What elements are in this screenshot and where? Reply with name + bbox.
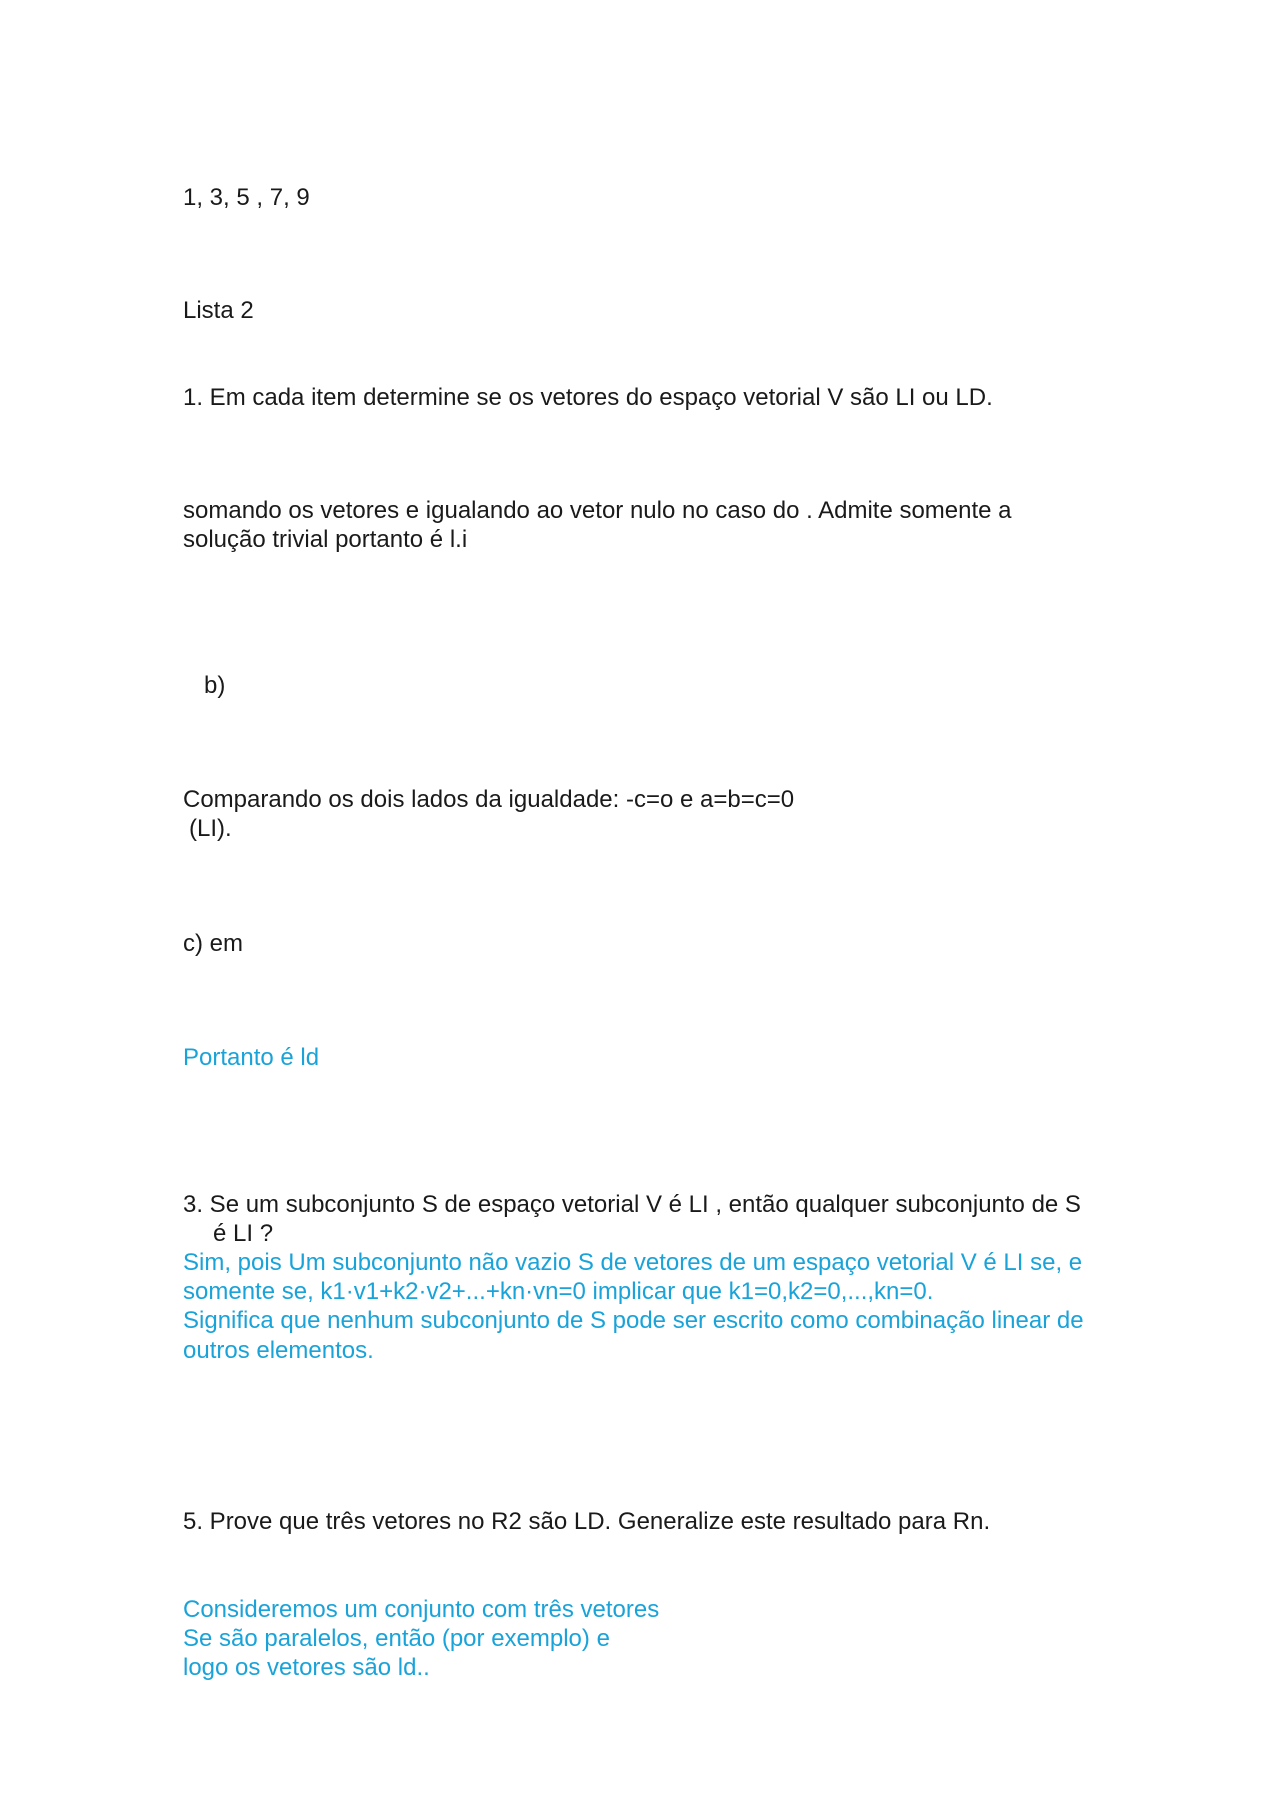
question-5-statement: 5. Prove que três vetores no R2 são LD. Generalize este resultado para Rn. <box>183 1508 991 1535</box>
q1-item-c-answer: Portanto é ld <box>183 1044 320 1071</box>
q3-answer-line-4: outros elementos. <box>183 1337 374 1364</box>
q3-answer-line-1: Sim, pois Um subconjunto não vazio S de vetores de um espaço vetorial V é LI se, e <box>183 1249 1083 1276</box>
q3-answer-line-3: Significa que nenhum subconjunto de S pode ser escrito como combinação linear de <box>183 1307 1084 1334</box>
list-title: Lista 2 <box>183 297 254 324</box>
header-numbers: 1, 3, 5 , 7, 9 <box>183 184 310 211</box>
q1-item-b-line-1: Comparando os dois lados da igualdade: -c=o e a=b=c=0 <box>183 786 795 813</box>
question-1-statement: 1. Em cada item determine se os vetores do espaço vetorial V são LI ou LD. <box>183 384 993 411</box>
q1-item-a-line-2: solução trivial portanto é l.i <box>183 526 468 553</box>
question-3-statement-line-2: é LI ? <box>213 1220 274 1247</box>
q5-answer-line-3: logo os vetores são ld.. <box>183 1654 430 1681</box>
q5-answer-line-1: Consideremos um conjunto com três vetores <box>183 1596 660 1623</box>
q5-answer-line-2: Se são paralelos, então (por exemplo) e <box>183 1625 610 1652</box>
q1-item-a-line-1: somando os vetores e igualando ao vetor nulo no caso do . Admite somente a <box>183 497 1012 524</box>
q1-item-b-label: b) <box>204 672 226 699</box>
q3-answer-line-2: somente se, k1·v1+k2·v2+...+kn·vn=0 implicar que k1=0,k2=0,...,kn=0. <box>183 1278 934 1305</box>
q1-item-b-line-2: (LI). <box>189 815 232 842</box>
q1-item-c-label: c) em <box>183 930 243 957</box>
question-3-statement-line-1: 3. Se um subconjunto S de espaço vetorial V é LI , então qualquer subconjunto de S <box>183 1191 1081 1218</box>
